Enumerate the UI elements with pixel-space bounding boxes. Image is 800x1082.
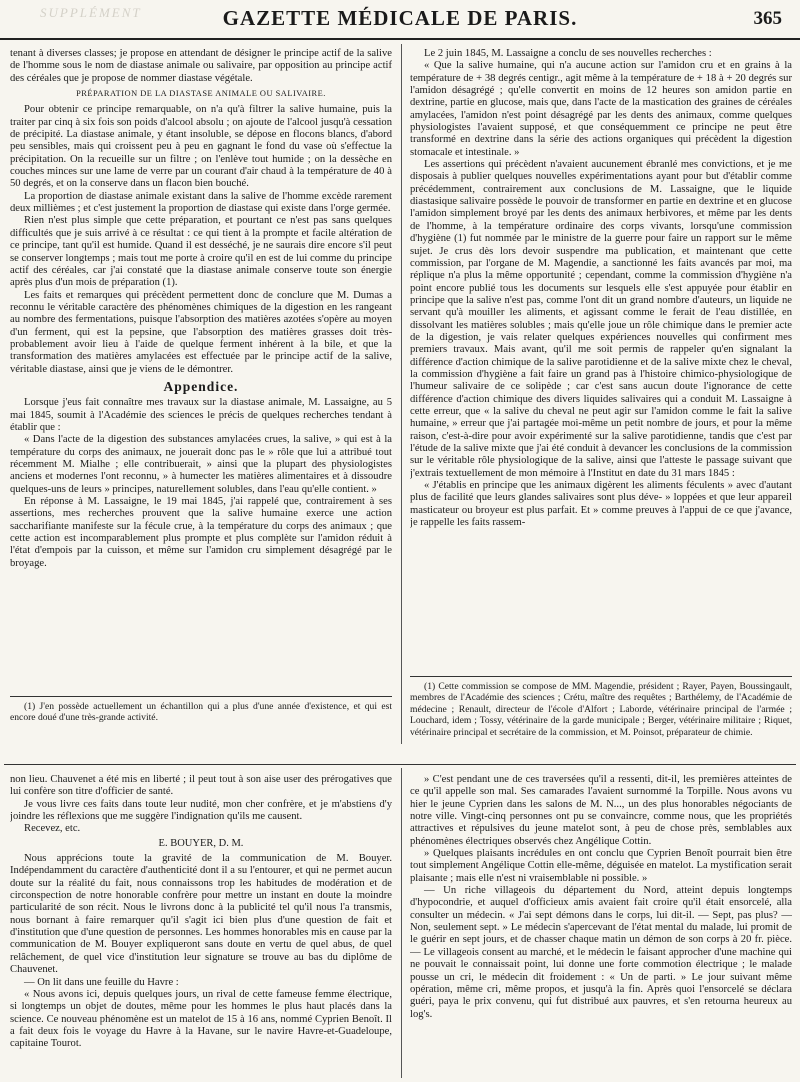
column-divider-top — [401, 44, 402, 744]
footnote-1 — [10, 696, 392, 726]
supplement-label: SUPPLÉMENT — [40, 5, 142, 20]
column-divider-bottom — [401, 768, 402, 1078]
paragraph: En réponse à M. Lassaigne, le 19 mai 1845, j'ai rappelé que, contrairement à ses assertions, mes recherches prouvent que la salive humaine exerce une action saccharifiante manifeste sur la fécule crue, à la température du corps des animaux ; que cette action est incomparablement plus prompte et plus complète sur l'amidon réduit à l'état d'empois par la cuisson, et même sur l'amidon cru simplement désagrégé par le broyage. — [10, 496, 392, 569]
quote-paragraph: « Dans l'acte de la digestion des substances amylacées crues, la salive, » qui est à la température du corps des animaux, ne jouerait donc pas le » rôle que lui a attribué tout récemment M. Mialhe ; elle contribuerait, » ainsi que la plupart des physiologistes anciens et modernes l'ont reconnu, » à humecter les matières alimentaires et à dissoudre quelques-uns de leurs » principes, naturellement solubles, dans l'eau qu'elle contient. » — [10, 434, 392, 495]
section-title: PRÉPARATION DE LA DIASTASE ANIMALE OU SALIVAIRE. — [76, 89, 326, 99]
appendix-title: Appendice. — [163, 378, 239, 394]
footnote-rule — [410, 676, 792, 677]
footnote-2 — [410, 676, 792, 754]
page-number: 365 — [753, 8, 782, 29]
section-divider — [4, 764, 796, 765]
paragraph: » C'est pendant une de ces traversées qu'il a ressenti, dit-il, les premières atteintes de ce qu'il appelle son mal. Ses camarades l'avaient surnommé la Torpille. Nous avons vu hier le jeune Cyprien dans les salons de M. N..., un des plus honorables négociants de notre ville. Vingt-cinq personnes ont pu se convaincre, comme nous, que les propriétés attractives et répulsives du jeune matelot sont, à peu de chose près, semblables aux phénomènes électriques observés chez Angélique Cottin. — [410, 774, 792, 847]
paragraph: Les assertions qui précèdent n'avaient aucunement ébranlé mes convictions, et je me disposais à publier quelques nouvelles expérimentations ayant pour but d'établir comme précédemment, contrairement aux conclusions de M. Lassaigne, que le liquide diastasique salivaire possède le pouvoir de transformer en partie en dextrine et en glucose l'amidon simplement broyé par les dents des animaux herbivores, et même par les dents de l'homme, à la température ordinaire des corps vivants, lorsqu'une commission d'hygiène (1) fut nommée par le ministre de la guerre pour faire un rapport sur le même sujet. Je crus dès lors devoir suspendre ma publication, et maintenant que cette commission, par l'organe de M. Magendie, a sanctionné les faits avancés par moi, ma réplique n'a plus la même opportunité ; cependant, comme la commission d'hygiène n'a point encore publié tous les documents sur lesquels elle s'est appuyée pour établir en principe que la salive n'est pas, comme l'ont dit un grand nombre d'auteurs, un liquide ne servant qu'à mouiller les aliments, et agissant comme le ferait de l'eau distillée, en dissolvant les matières solubles ; mais qu'elle joue un rôle chimique dans le premier acte de la digestion, je vais relater quelques expériences nouvelles qui confirment mes premiers travaux. Mais avant, qu'il me soit permis de rappeler qu'en signalant la différence d'action chimique de la salive parotidienne et de la salive mixte chez le cheval, la commission d'hygiène a fait faire un grand pas à l'histoire chimico-physiologique de l'humeur salivaire de ce solipède ; car c'est sans aucun doute l'ignorance de cette différence d'action chimique des divers liquides salivaires qui a conduit M. Lassaigne à cette erreur, que « la salive du cheval ne peut agir sur l'amidon comme le fait la salive humaine, » erreur que j'ai partagée moi-même un petit nombre de jours, et pour la même raison, c'est-à-dire pour avoir expérimenté sur la salive parotidienne, tandis que c'est par l'étude de la salive mixte que j'ai été conduit à devancer les conclusions de la commission sur le véritable rôle physiologique de la salive, ainsi que l'atteste le passage suivant que j'extrais textuellement de mon mémoire à l'Institut en date du 31 mars 1845 : — [410, 159, 792, 479]
paragraph: tenant à diverses classes; je propose en attendant de désigner le principe actif de la salive de l'homme sous le nom de diastase animale ou salivaire, par opposition au principe actif des céréales que je propose de nommer diastase végétale. — [10, 48, 392, 84]
paragraph: La proportion de diastase animale existant dans la salive de l'homme excède rarement deux millièmes ; et c'est justement la proportion de diastase qui existe dans l'orge germée. — [10, 190, 392, 215]
paragraph: Je vous livre ces faits dans toute leur nudité, mon cher confrère, et je m'abstiens d'y joindre les réflexions que me suggère l'indignation qu'ils me causent. — [10, 798, 392, 823]
column-3 — [10, 774, 392, 1080]
column-1 — [10, 48, 392, 622]
paragraph: Pour obtenir ce principe remarquable, on n'a qu'à filtrer la salive humaine, puis la traiter par cinq à six fois son poids d'alcool absolu ; on ajoute de l'alcool jusqu'à cessation de précipité. La diastase animale, y étant insoluble, se dépose en flocons blancs, d'abord peu sensibles, mais qui croissent peu à peu en gagnant le fond du vase où s'effectue la précipitation. On la recueille sur un filtre ; on l'enlève tout humide ; on la dessèche en couches minces sur une lame de verre par un courant d'air chaud à la température de 40 à 50 degrés, et on la conserve dans un flacon bien bouché. — [10, 104, 392, 190]
paragraph: Le 2 juin 1845, M. Lassaigne a conclu de ses nouvelles recherches : — [424, 48, 712, 59]
paragraph: Rien n'est plus simple que cette préparation, et pourtant ce n'est pas sans quelques difficultés que je suis arrivé à ce résultat : ce qui tient à la prompte et facile altération de ce principe, tant qu'il est humide. Quand il est desséché, je ne saurais dire encore s'il peut se conserver longtemps ; mais tout me porte à croire qu'il en est de lui comme du principe actif des céréales, car j'ai constaté que la diastase animale conserve toute son énergie après plus d'un mois de préparation (1). — [10, 215, 392, 289]
paragraph: Recevez, etc. — [24, 823, 81, 835]
paragraph: Les faits et remarques qui précèdent permettent donc de conclure que M. Dumas a reconnu le véritable caractère des phénomènes chimiques de la digestion en les rangeant au nombre des fermentations, puisque l'absorption des matières azotées s'opère au moyen d'un ferment, qui est la pepsine, que l'absorption des matières grasses doit très-probablement avoir lieu à l'aide de quelque ferment inhérent à la bile, et que la transformation des matières amylacées est effectuée par le principe actif de la salive, véritable diastase, ainsi que je viens de le démontrer. — [10, 289, 392, 375]
footnote-text: (1) J'en possède actuellement un échantillon qui a plus d'une année d'existence, et qui est encore doué d'une très-grande activité. — [10, 701, 392, 724]
footnote-text: (1) Cette commission se compose de MM. Magendie, président ; Rayer, Payen, Boussingault, membres de l'Académie des sciences ; Crétu, maître des requêtes ; Barthélemy, de l'Académie de médecine ; Renault, directeur de l'école d'Alfort ; Laborde, vétérinaire principal de l'armée ; Louchard, idem ; Tossy, vétérinaire de la garde municipale ; Berger, vétérinaire militaire ; Riquet, vétérinaire principal et secrétaire de la commission, et M. Poinsot, préparateur de chimie. — [410, 681, 792, 738]
footnote-rule — [10, 696, 392, 697]
paragraph: non lieu. Chauvenet a été mis en liberté ; il peut tout à son aise user des prérogatives que lui confère son titre d'officier de santé. — [10, 774, 392, 798]
signature: E. BOUYER, D. M. — [158, 837, 244, 849]
header-rule — [0, 38, 800, 40]
quote-paragraph: « J'établis en principe que les animaux digèrent les aliments féculents » avec d'autant plus de facilité que leurs glandes salivaires sont plus déve- » loppées et que leur appareil masticateur ou broyeur est plus parfait. Et » comme preuves à l'appui de ce que j'avance, je rappelle les faits rassem- — [410, 480, 792, 529]
page-header — [0, 0, 800, 44]
quote-paragraph: « Nous avons ici, depuis quelques jours, un rival de cette fameuse femme électrique, si longtemps un objet de doutes, même pour les hommes le plus haut placés dans la science. Ce nouveau phénomène est un matelot de 15 à 16 ans, nommé Cyprien Benoît. Il a fait deux fois le voyage du Havre à la Havane, sur le navire Havre-et-Guadeloupe, capitaine Tourot. — [10, 988, 392, 1050]
masthead-title: GAZETTE MÉDICALE DE PARIS. — [222, 6, 578, 30]
paragraph: — On lit dans une feuille du Havre : — [24, 976, 179, 988]
column-4 — [410, 774, 792, 1080]
column-2 — [410, 48, 792, 660]
paragraph: Nous apprécions toute la gravité de la communication de M. Bouyer. Indépendamment du caractère d'authenticité dont il a su l'entourer, et qui ne permet aucun doute sur la réalité du fait, nous connaissons trop les habitudes de modération et de circonspection de notre honorable confrère pour mettre un instant en doute la moindre particularité de son récit. Nous le livrons donc à la publicité tel qu'il nous l'a transmis, nous bornant à faire remarquer qu'il s'agit ici bien plus d'une question de fait et d'institution que d'une question de personnes. Les hommes honorables mis en cause par la communication de M. Bouyer expliqueront sans doute en vertu de quel abus, de quel relâchement, de quel vice d'institution leur signature se trouve au bas du diplôme de Chauvenet. — [10, 853, 392, 976]
quote-paragraph: « Que la salive humaine, qui n'a aucune action sur l'amidon cru et en grains à la température de + 38 degrés centigr., agit même à la température de + 18 à + 20 degrés sur l'amidon désagrégé ; qu'elle convertit en moins de 12 heures son amidon partie en dextrine, partie en glucose, mais que, dans l'acte de la mastication des graines de céréales amylacées, l'amidon n'est point désagrégé par les dents des animaux, comme quelques physiologistes l'avaient supposé, et que conséquemment ce principe ne peut être transformé en dextrine dans la série des actions organiques qui précèdent la digestion stomacale et intestinale. » — [410, 60, 792, 158]
paragraph: » Quelques plaisants incrédules en ont conclu que Cyprien Benoît pourrait bien être tout simplement Angélique Cottin elle-même, déguisée en matelot. La mystification serait plaisante ; mais elle n'est ni vraisemblable ni possible. » — [410, 848, 792, 884]
paragraph: — Un riche villageois du département du Nord, atteint depuis longtemps d'hypocondrie, et auquel d'officieux amis avaient fait croire qu'il était ensorcelé, alla consulter un médecin. « J'ai sept démons dans le corps, lui dit-il. — Sept, pas plus? — Non, seulement sept. » Le médecin s'apercevant de l'état mental du malade, lui promit de le guérir en sept jours, et de chasser chaque matin un démon de son corps à 20 fr. pièce. — Le villageois consent au marché, et le médecin le faisant approcher d'une machine qui ne pouvait le connaissait point, lui donne une forte commotion électrique ; le malade pousse un cri, le médecin dit froidement : « Un de parti. » Le jour suivant même opération, même cri, même propos, et jusqu'à la fin. Après quoi l'ensorcelé se déclara guéri, paya le prix convenu, qui fut distribué aux pauvres, et s'en retourna heureux au log's. — [410, 885, 792, 1020]
paragraph: Lorsque j'eus fait connaître mes travaux sur la diastase animale, M. Lassaigne, au 5 mai 1845, soumit à l'Académie des sciences le précis de quelques recherches tendant à établir que : — [10, 397, 392, 433]
